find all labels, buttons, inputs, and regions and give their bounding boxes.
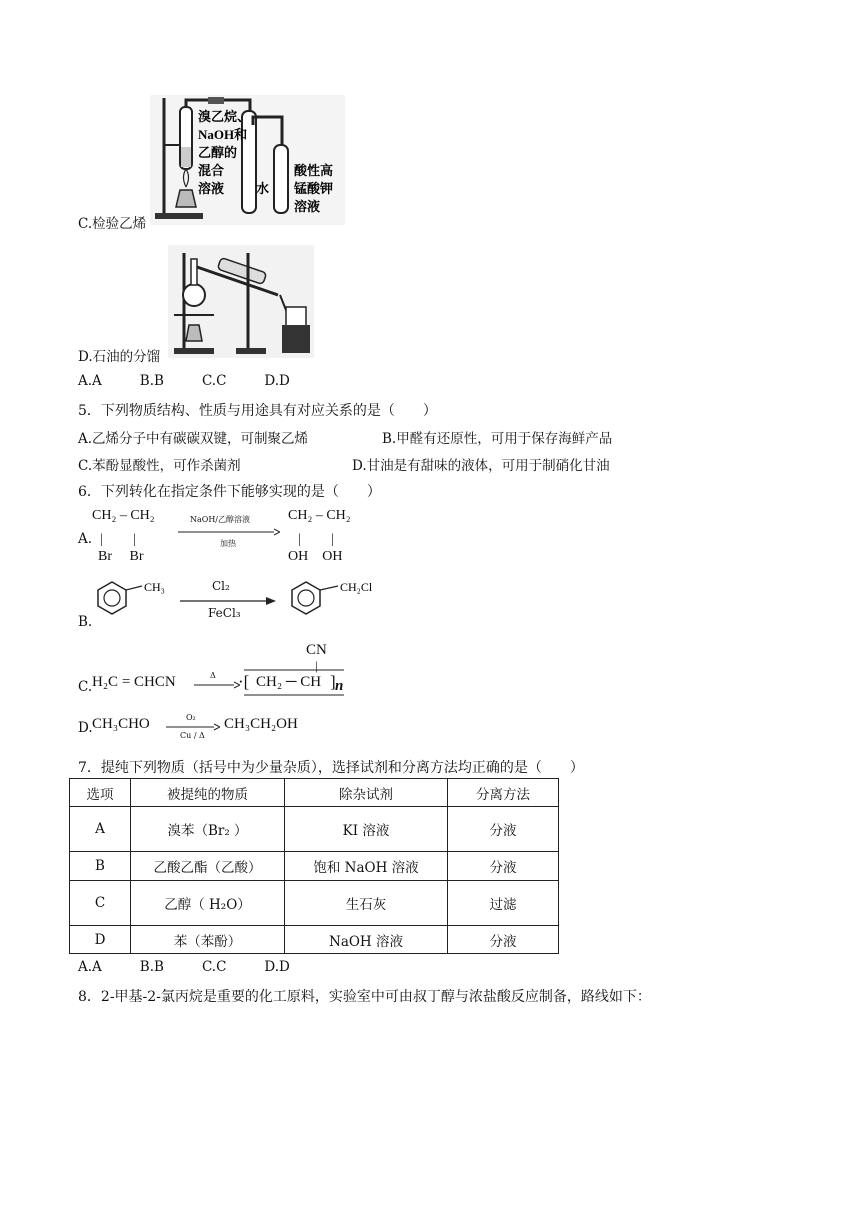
- q7-answer-choices: [78, 959, 328, 975]
- mixture-label-line: 乙醇的: [198, 145, 238, 160]
- kmno4-label-line: 酸性高: [294, 163, 334, 178]
- kmno4-label-line: 锰酸钾: [294, 181, 334, 196]
- toluene-methyl: CH₃: [144, 580, 165, 594]
- q6-stem: 6．下列转化在指定条件下能够实现的是（ ）: [78, 484, 381, 500]
- table-row: [70, 852, 559, 881]
- mixture-label-line: 溴乙烷、: [198, 109, 251, 124]
- answer-choice[interactable]: A.A: [78, 373, 102, 389]
- table-cell: NaOH 溶液: [285, 926, 448, 954]
- table-cell: 苯（苯酚）: [131, 926, 285, 954]
- reaction-arrow: [166, 723, 220, 731]
- water-label: 水: [256, 181, 270, 196]
- q6-a-reactant-bonds: | |: [100, 531, 136, 546]
- answer-choice[interactable]: C.C: [201, 959, 227, 975]
- table-cell: C: [70, 881, 131, 926]
- q5-option-b[interactable]: B.甲醛有还原性，可用于保存海鲜产品: [382, 431, 613, 447]
- ethylene-test-apparatus-figure: [150, 95, 345, 225]
- table-cell: 分液: [448, 852, 559, 881]
- q6-d-condition-top: O₂: [186, 713, 196, 722]
- answer-choice[interactable]: B.B: [139, 373, 164, 389]
- q6-a-condition-bottom: 加热: [220, 539, 236, 548]
- q6-c-pendant-cn: CN: [306, 642, 327, 658]
- answer-choice[interactable]: A.A: [78, 959, 102, 975]
- q6-option-d-label[interactable]: D.: [78, 720, 93, 736]
- reaction-arrow: [178, 528, 280, 536]
- purification-table: [69, 778, 559, 954]
- answer-choice[interactable]: B.B: [139, 959, 164, 975]
- q6-a-reactant-top: CH₂ – CH₂: [92, 508, 155, 523]
- table-cell: A: [70, 807, 131, 852]
- table-row: [70, 926, 559, 954]
- benzyl-chloride-structure: [286, 578, 386, 622]
- mixture-label-line: 溶液: [198, 181, 225, 196]
- q6-option-b-label[interactable]: B.: [78, 614, 93, 630]
- reaction-arrow: [180, 597, 276, 605]
- benzyl-chloride-substituent: CH₂Cl: [340, 580, 373, 594]
- q6-d-condition-bottom: Cu / Δ: [180, 731, 205, 740]
- q6-a-product-top: CH₂ – CH₂: [288, 508, 351, 523]
- table-cell: 饱和 NaOH 溶液: [285, 852, 448, 881]
- table-header: 除杂试剂: [285, 779, 448, 807]
- q8-stem: 8．2-甲基-2-氯丙烷是重要的化工原料，实验室中可由叔丁醇与浓盐酸反应制备，路线如下：: [78, 989, 651, 1005]
- q6-b-condition-top: Cl₂: [212, 579, 230, 593]
- q5-option-d[interactable]: D.甘油是有甜味的液体，可用于制硝化甘油: [352, 458, 610, 474]
- q6-a-reactant-bottom: Br Br: [98, 549, 144, 564]
- petroleum-distillation-figure: [168, 245, 314, 358]
- table-cell: 乙酸乙酯（乙酸）: [131, 852, 285, 881]
- table-cell: 分液: [448, 926, 559, 954]
- q5-option-a[interactable]: A.乙烯分子中有碳碳双键，可制聚乙烯: [78, 431, 309, 447]
- q6-c-polymer-close-bracket: ]: [330, 672, 336, 691]
- table-header: 选项: [70, 779, 131, 807]
- table-cell: D: [70, 926, 131, 954]
- table-cell: 生石灰: [285, 881, 448, 926]
- q7-stem: 7．提纯下列物质（括号中为少量杂质），选择试剂和分离方法均正确的是（ ）: [78, 760, 584, 776]
- answer-choice[interactable]: D.D: [264, 373, 290, 389]
- reaction-arrow: [194, 681, 240, 689]
- option-d-label: D.石油的分馏: [78, 349, 161, 365]
- q6-option-c-label[interactable]: C.: [78, 679, 93, 695]
- polymer-bracket-lines: [238, 668, 350, 698]
- q6-a-product-bottom: OH OH: [288, 549, 343, 564]
- option-c-label: C.检验乙烯: [78, 216, 147, 232]
- q6-a-product-bonds: | |: [298, 531, 334, 546]
- q6-c-polymer-unit: CH₂ ─ CH: [256, 674, 322, 690]
- q6-b-condition-bottom: FeCl₃: [208, 606, 241, 620]
- q5-option-c[interactable]: C.苯酚显酸性，可作杀菌剂: [78, 458, 241, 474]
- toluene-structure: [92, 578, 172, 622]
- q6-a-condition-top: NaOH/乙醇溶液: [190, 515, 250, 524]
- table-cell: 溴苯（Br₂ ）: [131, 807, 285, 852]
- table-cell: 乙醇（ H₂O）: [131, 881, 285, 926]
- q6-c-polymer-open-bracket: ·[: [238, 672, 250, 691]
- table-header: 分离方法: [448, 779, 559, 807]
- table-cell: B: [70, 852, 131, 881]
- table-cell: 分液: [448, 807, 559, 852]
- answer-choice[interactable]: D.D: [264, 959, 290, 975]
- q6-d-product: CH₃CH₂OH: [224, 716, 298, 732]
- q4-answer-choices: [78, 373, 328, 389]
- q6-c-condition: Δ: [210, 671, 216, 680]
- answer-choice[interactable]: C.C: [201, 373, 227, 389]
- q6-c-polymer-n: n: [335, 678, 344, 694]
- q6-option-a-label[interactable]: A.: [78, 531, 93, 547]
- table-header: 被提纯的物质: [131, 779, 285, 807]
- kmno4-label-line: 溶液: [294, 199, 321, 214]
- q6-d-reactant: CH₃CHO: [92, 716, 150, 732]
- mixture-label-line: 混合: [198, 163, 225, 178]
- q6-c-pendant-bond: |: [315, 658, 318, 673]
- q6-c-reactant: H₂C = CHCN: [92, 674, 176, 690]
- table-cell: KI 溶液: [285, 807, 448, 852]
- q5-stem: 5．下列物质结构、性质与用途具有对应关系的是（ ）: [78, 403, 437, 419]
- mixture-label-line: NaOH和: [198, 127, 248, 142]
- table-row: [70, 807, 559, 852]
- table-cell: 过滤: [448, 881, 559, 926]
- table-row: [70, 881, 559, 926]
